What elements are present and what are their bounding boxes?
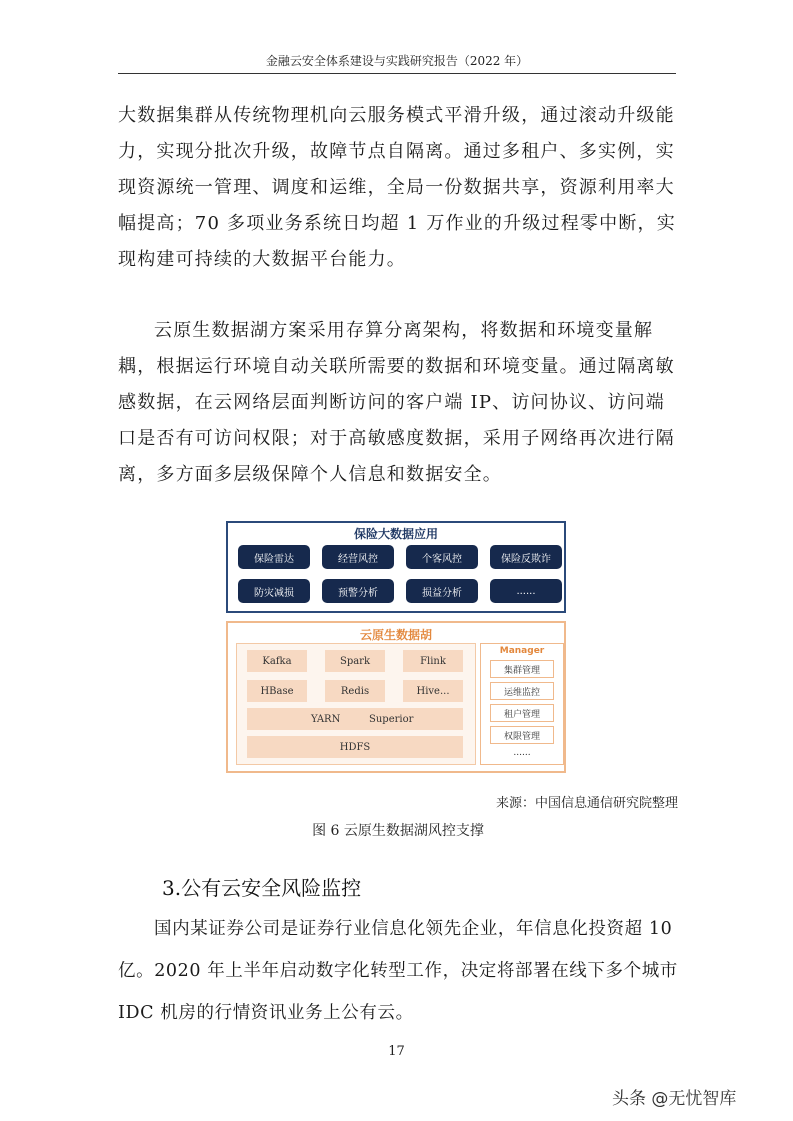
component-yarn-superior-bar xyxy=(247,708,463,730)
page-number: 17 xyxy=(388,1044,405,1059)
manager-panel xyxy=(480,643,564,765)
paragraph-data-lake: 云原生数据湖方案采用存算分离架构，将数据和环境变量解耦，根据运行环境自动关联所需要的数据和环境变量。通过隔离敏感数据，在云网络层面判断访问的客户端 IP、访问协议、访问端口是否有可访问权限；对于高敏感度数据，采用子网络再次进行隔离，多方面多层级保障个人信息和数据安全。 xyxy=(118,320,675,485)
manager-more: ...... xyxy=(513,748,531,758)
figure-data-lake-layer xyxy=(226,621,566,773)
figure-source: 来源：中国信息通信研究院整理 xyxy=(495,796,678,811)
manager-item-ops-monitor: 运维监控 xyxy=(490,682,554,700)
app-box-customer-risk: 个客风控 xyxy=(406,545,478,569)
source-watermark: 头条 @无忧智库 xyxy=(612,1089,737,1109)
app-box-operation-risk: 经营风控 xyxy=(322,545,394,569)
app-box-insurance-radar: 保险雷达 xyxy=(238,545,310,569)
manager-item-cluster: 集群管理 xyxy=(490,660,554,678)
figure-application-layer xyxy=(226,521,566,613)
manager-item-tenant: 租户管理 xyxy=(490,704,554,722)
manager-item-permission: 权限管理 xyxy=(490,726,554,744)
component-hdfs: HDFS xyxy=(247,736,463,758)
application-layer-title: 保险大数据应用 xyxy=(353,527,438,541)
app-box-profit-loss-analysis: 损益分析 xyxy=(406,579,478,603)
data-lake-title: 云原生数据胡 xyxy=(359,628,432,642)
app-box-disaster-reduction: 防灾减损 xyxy=(238,579,310,603)
app-box-warning-analysis: 预警分析 xyxy=(322,579,394,603)
paragraph-securities-case: 国内某证券公司是证券行业信息化领先企业，年信息化投资超 10 亿。2020 年上半年启动数字化转型工作，决定将部署在线下多个城市 IDC 机房的行情资讯业务上公有云。 xyxy=(118,919,678,1023)
header-divider xyxy=(118,73,676,74)
running-header: 金融云安全体系建设与实践研究报告（2022 年） xyxy=(265,54,529,68)
component-hive: Hive... xyxy=(403,680,463,702)
components-panel xyxy=(236,643,476,765)
paragraph-big-data-upgrade: 大数据集群从传统物理机向云服务模式平滑升级，通过滚动升级能力，实现分批次升级，故障节点自隔离。通过多租户、多实例，实现资源统一管理、调度和运维，全局一份数据共享，资源利用率大幅提高；70 多项业务系统日均超 1 万作业的升级过程零中断，实现构建可持续的大数据平台能力。 xyxy=(118,105,676,270)
component-flink: Flink xyxy=(403,650,463,672)
section-heading: 3.公有云安全风险监控 xyxy=(162,876,362,900)
component-redis: Redis xyxy=(325,680,385,702)
figure-caption: 图 6 云原生数据湖风控支撑 xyxy=(312,823,484,839)
component-yarn: YARN xyxy=(311,713,341,725)
component-spark: Spark xyxy=(325,650,385,672)
component-superior: Superior xyxy=(369,713,414,725)
app-box-more: ...... xyxy=(490,579,562,603)
app-box-anti-fraud: 保险反欺诈 xyxy=(490,545,562,569)
manager-title: Manager xyxy=(499,646,545,656)
component-hbase: HBase xyxy=(247,680,307,702)
component-kafka: Kafka xyxy=(247,650,307,672)
